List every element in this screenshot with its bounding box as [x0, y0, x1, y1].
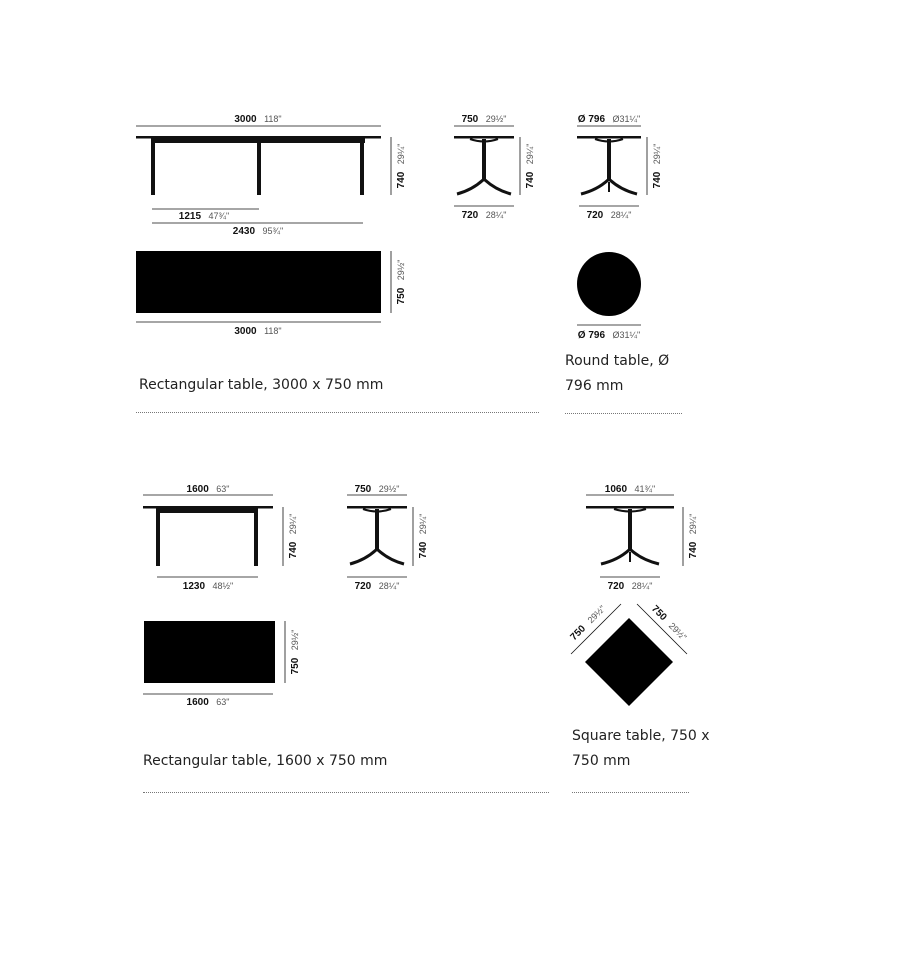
svg-text:Ø 796 Ø31¼" [578, 109, 640, 126]
divider-rect-3000 [136, 412, 539, 413]
dim-round-top-in: Ø31¼" [612, 114, 641, 124]
dim-round-base-mm: 720 [586, 210, 604, 221]
dim-plan-width-in: 118" [264, 326, 282, 336]
dim-round-height-in: 29¼" [652, 143, 662, 165]
dim-top-width-in: 118" [264, 114, 282, 124]
dim-square-side-b-in: 29½" [666, 620, 689, 643]
svg-text:750 29½" [565, 600, 609, 644]
dim-1600-sidetop-in: 29½" [378, 484, 400, 494]
dim-leg-spacing-in: 47¾" [208, 211, 230, 221]
svg-text:Ø 796 Ø31¼" [578, 325, 640, 342]
dim-square-side-a-mm: 750 [568, 623, 589, 643]
svg-text:2430 95¾" [233, 221, 283, 238]
dim-1600-plandepth-mm: 750 [290, 657, 301, 675]
dim-side-base-mm: 720 [461, 210, 479, 221]
svg-text:720 28¼" [462, 205, 507, 222]
dim-round-plan-mm: Ø 796 [577, 330, 606, 341]
dim-square-side-b-mm: 750 [649, 603, 669, 624]
svg-text:740 29¼" [391, 144, 408, 189]
svg-text:720 28¼" [355, 576, 400, 593]
dim-square-top-mm: 1060 [604, 484, 628, 495]
svg-text:740 29¼" [520, 144, 537, 189]
svg-text:750 29½" [462, 109, 507, 126]
divider-round [565, 413, 682, 414]
dim-square-height-in: 29¼" [688, 513, 698, 535]
round-elevation [577, 109, 664, 222]
dim-1600-sideheight-mm: 740 [418, 541, 429, 559]
rect-3000-plan [136, 251, 408, 338]
rect-1600-side-elevation [347, 479, 430, 593]
caption-rect-3000: Rectangular table, 3000 x 750 mm [139, 377, 384, 393]
divider-rect-1600 [143, 792, 549, 793]
svg-text:3000 118" [234, 321, 281, 338]
svg-text:1600 63" [187, 479, 230, 496]
svg-text:740 29¼" [413, 514, 430, 559]
dim-leg-span-mm: 2430 [232, 226, 256, 237]
svg-text:1215 47¾" [179, 206, 229, 223]
dim-square-base-mm: 720 [607, 581, 625, 592]
dim-1600-top-mm: 1600 [186, 484, 209, 495]
svg-text:1600 63" [187, 692, 230, 709]
svg-text:740 29¼" [647, 144, 664, 189]
dim-side-top-mm: 750 [461, 114, 479, 125]
dim-leg-span-in: 95¾" [262, 226, 284, 236]
dim-1600-height-mm: 740 [288, 541, 299, 559]
svg-text:740 29¼" [283, 514, 300, 559]
caption-square: Square table, 750 x 750 mm [572, 728, 710, 769]
dim-round-height-mm: 740 [652, 171, 663, 189]
svg-text:1230 48½" [183, 576, 233, 593]
dim-top-width-mm: 3000 [234, 114, 257, 125]
dim-1600-sideheight-in: 29¼" [418, 513, 428, 535]
svg-text:750 29½" [355, 479, 400, 496]
dim-1600-planwidth-mm: 1600 [186, 697, 209, 708]
dim-height-in: 29¼" [396, 143, 406, 165]
divider-square [572, 792, 689, 793]
caption-round: Round table, Ø 796 mm [565, 353, 670, 394]
dim-1600-legspan-mm: 1230 [182, 581, 206, 592]
dim-side-height-in: 29¼" [525, 143, 535, 165]
dim-square-side-a-in: 29½" [585, 603, 608, 626]
round-plan [577, 252, 641, 342]
dim-1600-legspan-in: 48½" [212, 581, 234, 591]
dim-height-mm: 740 [396, 171, 407, 189]
rect-1600-plan [143, 621, 302, 709]
dim-plan-depth-in: 29½" [396, 259, 406, 281]
svg-text:740 29¼" [683, 514, 700, 559]
dim-plan-depth-mm: 750 [396, 287, 407, 305]
dim-round-base-in: 28¼" [610, 210, 632, 220]
square-elevation [586, 479, 700, 593]
dim-plan-width-mm: 3000 [234, 326, 257, 337]
dim-side-height-mm: 740 [525, 171, 536, 189]
dim-1600-top-in: 63" [216, 484, 230, 494]
dim-1600-height-in: 29¼" [288, 513, 298, 535]
rect-3000-side-elevation [454, 109, 537, 222]
dim-round-top-mm: Ø 796 [577, 114, 606, 125]
svg-text:1060 41¾" [605, 479, 655, 496]
dim-1600-sidebase-mm: 720 [354, 581, 372, 592]
dim-square-height-mm: 740 [688, 541, 699, 559]
dim-round-plan-in: Ø31¼" [612, 330, 641, 340]
svg-text:3000 118" [234, 109, 281, 126]
dim-1600-sidebase-in: 28¼" [378, 581, 400, 591]
dim-side-top-in: 29½" [485, 114, 507, 124]
dim-1600-sidetop-mm: 750 [354, 484, 372, 495]
svg-text:750 29½" [391, 260, 408, 305]
rect-3000-elevation [136, 109, 408, 238]
caption-rect-1600: Rectangular table, 1600 x 750 mm [143, 753, 388, 769]
rect-1600-elevation [143, 479, 300, 593]
dim-square-top-in: 41¾" [634, 484, 656, 494]
dim-1600-planwidth-in: 63" [216, 697, 230, 707]
square-plan [565, 600, 692, 706]
dim-1600-plandepth-in: 29½" [290, 629, 300, 651]
svg-text:720 28¼" [587, 205, 632, 222]
svg-text:750 29½" [285, 630, 302, 675]
dim-side-base-in: 28¼" [485, 210, 507, 220]
dim-square-base-in: 28¼" [631, 581, 653, 591]
svg-text:720 28¼" [608, 576, 653, 593]
dim-leg-spacing-mm: 1215 [178, 211, 202, 222]
